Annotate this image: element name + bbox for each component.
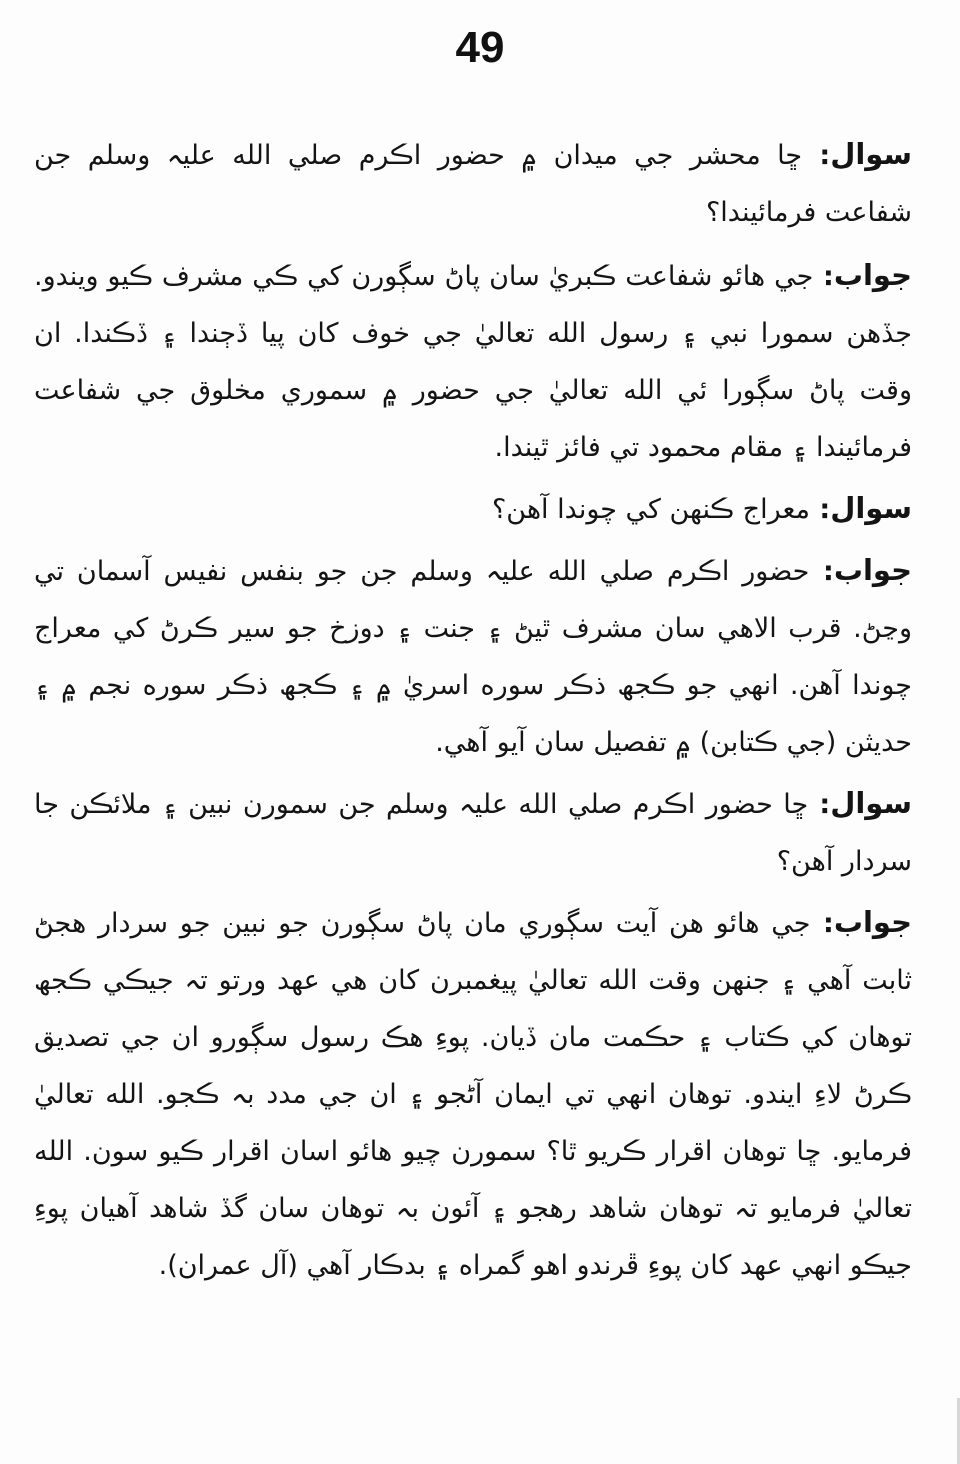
question-label: سوال [830,491,912,525]
question-paragraph: سوال: ڇا محشر جي ميدان ۾ حضور اڪرم صلي الله عليہ وسلم جن شفاعت فرمائيندا؟ [34,137,912,228]
answer-text: جي هائو شفاعت ڪبريٰ سان پاڻ سڳورن کي ڪي مشرف ڪيو ويندو. جڏهن سمورا نبي ۽ رسول الله تعاليٰ جي خوف کان پيا ڏڄندا ۽ ڏڪندا. ان وقت پاڻ سڳورا ئي الله تعاليٰ جي حضور ۾ سموري مخلوق جي شفاعت فرمائيندا ۽ مقام محمود تي فائز ٿيندا. [34,261,912,463]
answer-label: جواب [833,553,913,587]
qa-text-block [34,126,912,1298]
answer-paragraph: جواب: جي هائو شفاعت ڪبريٰ سان پاڻ سڳورن کي ڪي مشرف ڪيو ويندو. جڏهن سمورا نبي ۽ رسول الله تعاليٰ جي خوف کان پيا ڏڄندا ۽ ڏڪندا. ان وقت پاڻ سڳورا ئي الله تعاليٰ جي حضور ۾ سموري مخلوق جي شفاعت فرمائيندا ۽ مقام محمود تي فائز ٿيندا. [34,258,912,463]
question-label: سوال [830,137,912,171]
answer-paragraph: جواب: جي هائو هن آيت سڳوري مان پاڻ سڳورن جو نبين جو سردار هجڻ ثابت آهي ۽ جنهن وقت الله تعاليٰ پيغمبرن کان هي عهد ورتو تہ جيڪي ڪجھ توهان کي ڪتاب ۽ حڪمت مان ڏيان. پوءِ هڪ رسول سڳورو ان جي تصديق ڪرڻ لاءِ ايندو. توهان انهي تي ايمان آڻجو ۽ ان جي مدد بہ ڪجو. الله تعاليٰ فرمايو. ڇا توهان اقرار ڪريو ٿا؟ سمورن چيو هائو اسان اقرار ڪيو سون. الله تعاليٰ فرمايو تہ توهان شاهد رهجو ۽ آئون بہ توهان سان گڏ شاهد آهيان پوءِ جيڪو انهي عهد کان پوءِ ڦرندو اهو گمراه ۽ بدڪار آهي (آل عمران). [34,905,913,1281]
answer-paragraph: جواب: حضور اڪرم صلي الله عليہ وسلم جن جو بنفس نفيس آسمان تي وڃڻ. قرب الاهي سان مشرف ٿيڻ ۽ جنت ۽ دوزخ جو سير ڪرڻ کي معراج چوندا آهن. انهي جو ڪجھ ذڪر سوره اسريٰ ۾ ۽ ڪجھ ذڪر سوره نجم ۾ ۽ حديثن (جي ڪتابن) ۾ تفصيل سان آيو آهي. [34,553,913,758]
answer-text: حضور اڪرم صلي الله عليہ وسلم جن جو بنفس نفيس آسمان تي وڃڻ. قرب الاهي سان مشرف ٿيڻ ۽ جنت ۽ دوزخ جو سير ڪرڻ کي معراج چوندا آهن. انهي جو ڪجھ ذڪر سوره اسريٰ ۾ ۽ ڪجھ ذڪر سوره نجم ۾ ۽ حديثن (جي ڪتابن) ۾ تفصيل سان آيو آهي. [34,556,912,758]
question-label: سوال [830,786,913,820]
question-text: ڇا حضور اڪرم صلي الله عليہ وسلم جن سمورن نبين ۽ ملائڪن جا سردار آهن؟ [34,789,912,877]
answer-label: جواب [833,905,913,939]
answer-text: جي هائو هن آيت سڳوري مان پاڻ سڳورن جو نبين جو سردار هجڻ ثابت آهي ۽ جنهن وقت الله تعاليٰ پيغمبرن کان هي عهد ورتو تہ جيڪي ڪجھ توهان کي ڪتاب ۽ حڪمت مان ڏيان. پوءِ هڪ رسول سڳورو ان جي تصديق ڪرڻ لاءِ ايندو. توهان انهي تي ايمان آڻجو ۽ ان جي مدد بہ ڪجو. الله تعاليٰ فرمايو. ڇا توهان اقرار ڪريو ٿا؟ سمورن چيو هائو اسان اقرار ڪيو سون. الله تعاليٰ فرمايو تہ توهان شاهد رهجو ۽ آئون بہ توهان سان گڏ شاهد آهيان پوءِ جيڪو انهي عهد کان پوءِ ڦرندو اهو گمراه ۽ بدڪار آهي (آل عمران). [34,908,912,1281]
question-paragraph: سوال: ڇا حضور اڪرم صلي الله عليہ وسلم جن سمورن نبين ۽ ملائڪن جا سردار آهن؟ [34,786,913,877]
question-text: ڇا محشر جي ميدان ۾ حضور اڪرم صلي الله عليہ وسلم جن شفاعت فرمائيندا؟ [34,140,912,228]
question-text: معراج ڪنهن کي چوندا آهن؟ [491,494,810,525]
answer-label: جواب [833,258,912,292]
page-number: 49 [455,23,505,72]
question-paragraph: سوال: معراج ڪنهن کي چوندا آهن؟ [491,491,912,525]
